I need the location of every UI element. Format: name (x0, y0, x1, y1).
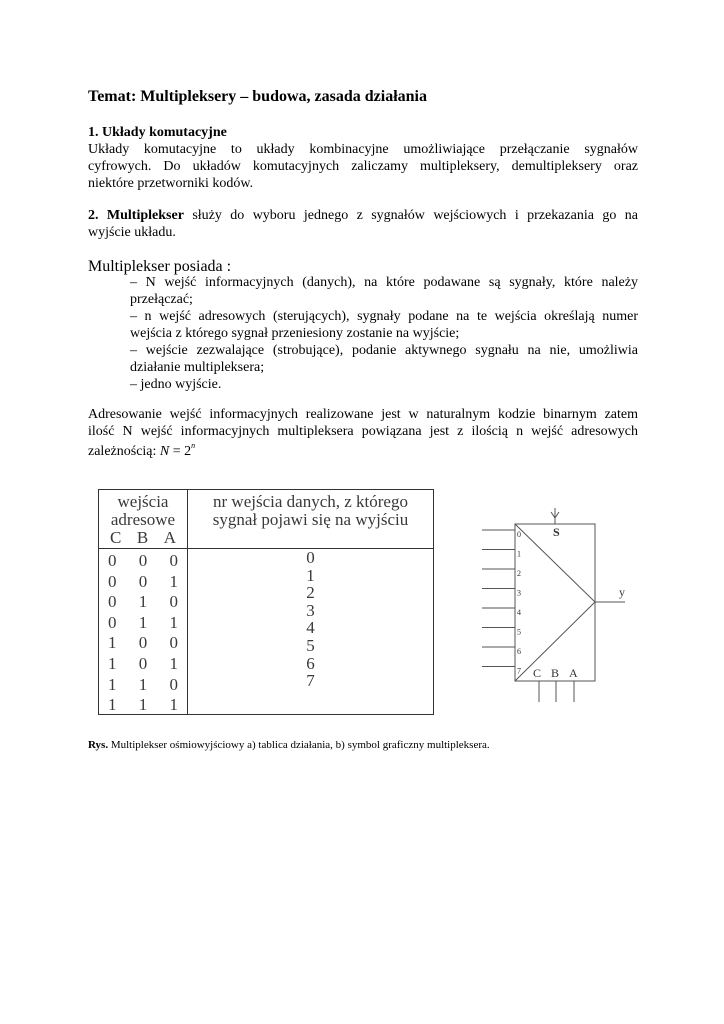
feature-item1-b: przełączać; (130, 292, 193, 307)
address-bit-c: 0 (108, 571, 117, 591)
address-bit-b: 0 (138, 633, 148, 653)
feature-item3-a: – wejście zezwalające (strobujące), podanie aktywnego sygnału na nie, umożliwia (130, 343, 638, 358)
address-bit-a: 1 (169, 695, 178, 715)
address-row (108, 676, 178, 694)
section2-rest: służy do wyboru jednego z sygnałów wejściowych i przekazania go na (183, 208, 638, 223)
feature-item3-b: działanie multipleksera; (130, 360, 265, 375)
address-bit-c: 1 (108, 633, 117, 653)
truth-table-header (99, 490, 434, 549)
formula-lhs: N (159, 444, 170, 459)
header-left-line2: adresowe (110, 510, 176, 529)
output-number: 3 (306, 600, 315, 620)
header-address-inputs (99, 490, 188, 549)
formula (159, 441, 196, 459)
data-input-number: 1 (517, 549, 521, 559)
output-number: 0 (306, 548, 315, 567)
address-bit-a: 1 (169, 653, 178, 673)
address-bit-c: 0 (108, 592, 117, 612)
data-input-number: 3 (517, 588, 521, 598)
address-row (108, 573, 178, 591)
mux-triangle (515, 524, 595, 681)
address-row (108, 614, 178, 632)
data-input-number: 5 (517, 627, 521, 637)
address-row (108, 593, 178, 611)
address-bit-c: 0 (108, 612, 117, 632)
feature-item1-a: – N wejść informacyjnych (danych), na które podawane są sygnały, które należy (130, 275, 638, 290)
data-input-number: 6 (517, 647, 521, 656)
output-values-cell (188, 549, 434, 715)
output-number: 2 (306, 583, 315, 603)
address-bit-b: 1 (138, 695, 148, 715)
address-bit-c: 1 (108, 674, 117, 694)
formula-eq: = 2 (169, 444, 192, 459)
section2-line1 (88, 207, 638, 224)
address-bit-b: 0 (138, 551, 148, 570)
strobe-label: S (553, 525, 560, 539)
output-number: 7 (306, 671, 315, 691)
address-row (108, 634, 178, 652)
header-left-line1: wejścia (117, 492, 169, 511)
truth-table-body (99, 549, 434, 715)
caption-text: Multiplekser ośmiowyjściowy a) tablica działania, b) symbol graficzny multipleksera. (108, 739, 490, 751)
header-col-a: A (163, 528, 176, 547)
features-intro: Multiplekser posiada : (88, 258, 232, 275)
addressing-line1: Adresowanie wejść informacyjnych realizowane jest w naturalnym kodzie binarnym zatem (88, 407, 638, 422)
address-bit-b: 1 (138, 612, 148, 632)
output-number: 5 (306, 635, 315, 655)
address-bit-a: 0 (169, 674, 178, 694)
header-col-b: B (136, 528, 149, 547)
output-number: 4 (306, 618, 315, 638)
multiplexer-symbol (480, 496, 640, 708)
address-values-cell (99, 549, 188, 715)
address-row (108, 552, 178, 570)
feature-item4: – jedno wyjście. (130, 377, 222, 392)
address-row (108, 655, 178, 673)
address-bit-b: 0 (138, 653, 148, 673)
mux-body (515, 524, 595, 681)
header-right-line2: sygnał pojawi się na wyjściu (212, 510, 409, 529)
figure-caption (88, 739, 490, 751)
address-bit-a: 0 (169, 633, 178, 653)
section-multiplekser (88, 207, 638, 241)
section1-line3: niektóre przetworniki kodów. (88, 176, 254, 191)
addressing-line3 (88, 443, 638, 460)
formula-exp: n (191, 441, 196, 450)
addressing-line2: ilość N wejść informacyjnych multipleksera powiązana jest z ilością n wejść adresowych (88, 424, 638, 439)
section2-bold: 2. Multiplekser (88, 208, 184, 223)
address-bit-c: 0 (108, 551, 117, 570)
section-komutacyjne (88, 124, 638, 192)
data-input-number: 4 (517, 608, 521, 617)
address-bit-b: 0 (138, 571, 148, 591)
address-label-b: B (551, 666, 560, 680)
address-bit-b: 1 (138, 592, 148, 612)
header-col-c: C (110, 528, 122, 547)
caption-bold: Rys. (88, 739, 109, 751)
section1-heading: 1. Układy komutacyjne (88, 125, 227, 140)
address-bit-a: 0 (169, 592, 178, 612)
features-list (130, 274, 638, 393)
data-input-number: 0 (517, 530, 521, 539)
address-bit-a: 0 (169, 551, 178, 570)
header-cba (110, 529, 176, 547)
address-bit-a: 1 (169, 571, 178, 591)
feature-item2-a: – n wejść adresowych (sterujących), sygnały podane na te wejścia określają numer (130, 309, 638, 324)
addressing-line3-text: zależnością: (88, 444, 157, 459)
section-addressing (88, 406, 638, 460)
output-number: 1 (306, 565, 315, 585)
address-label-c: C (533, 666, 542, 680)
output-number: 6 (306, 653, 315, 673)
data-input-number: 2 (517, 569, 521, 578)
section1-line2: cyfrowych. Do układów komutacyjnych zaliczamy multipleksery, demultipleksery oraz (88, 159, 638, 174)
section2-line2: wyjście układu. (88, 225, 176, 240)
data-input-number: 7 (517, 666, 521, 676)
feature-item2-b: wejścia z którego sygnał przeniesiony zostanie na wyjście; (130, 326, 460, 341)
page-title: Temat: Multipleksery – budowa, zasada działania (88, 88, 427, 105)
address-bit-b: 1 (138, 674, 148, 694)
section1-line1: Układy komutacyjne to układy kombinacyjne umożliwiające przełączanie sygnałów (88, 142, 638, 157)
output-label: y (619, 585, 625, 599)
address-label-a: A (569, 666, 578, 680)
address-bit-c: 1 (108, 695, 117, 715)
header-right-line1: nr wejścia danych, z którego (213, 492, 408, 511)
address-bit-a: 1 (169, 612, 178, 632)
truth-table (98, 489, 434, 715)
header-output-number (188, 490, 434, 549)
address-row (108, 696, 178, 714)
address-bit-c: 1 (108, 653, 117, 673)
